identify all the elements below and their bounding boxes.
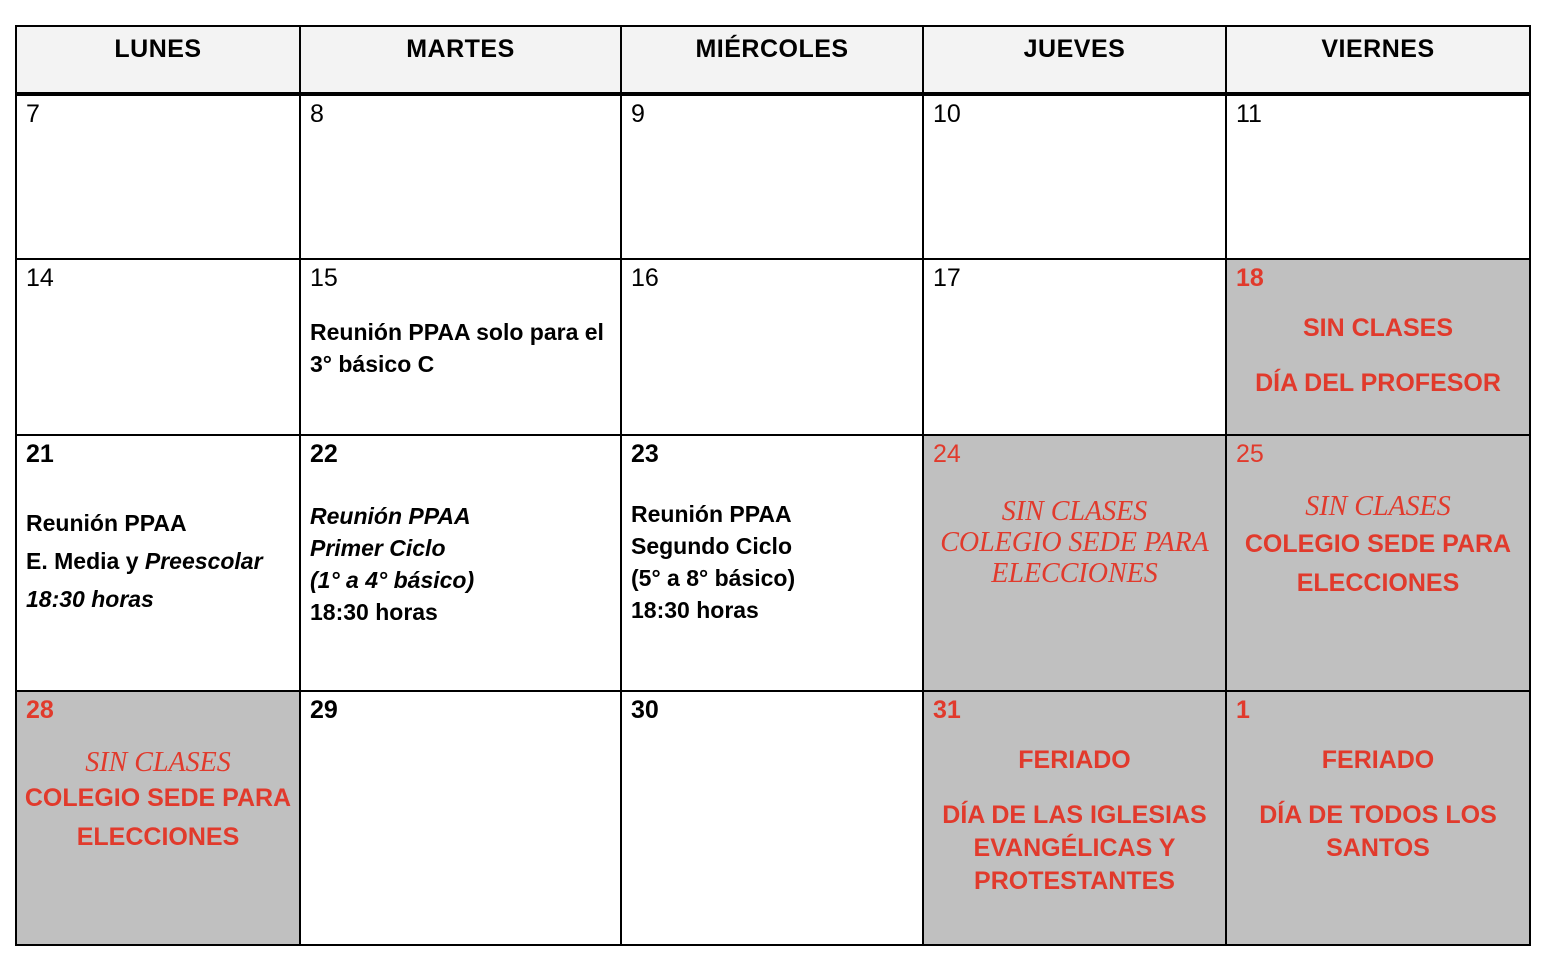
holiday-line: EVANGÉLICAS Y <box>973 834 1176 862</box>
day-cell-24-holiday <box>923 435 1226 691</box>
event-line: Reunión PPAA solo para el <box>310 319 604 345</box>
day-cell-31-holiday <box>923 691 1226 945</box>
day-cell-16 <box>621 259 923 435</box>
header-jueves: JUEVES <box>923 26 1226 94</box>
event-line: 3° básico C <box>310 351 435 377</box>
event-line: 18:30 horas <box>310 599 438 625</box>
day-number: 1 <box>1236 696 1250 724</box>
event-line: (1° a 4° básico) <box>310 567 475 593</box>
event-note <box>26 504 293 618</box>
day-number: 24 <box>933 440 961 468</box>
event-line: Reunión PPAA <box>26 510 187 536</box>
holiday-line: ELECCIONES <box>1296 569 1460 597</box>
holiday-line: COLEGIO SEDE PARA <box>940 527 1209 558</box>
day-cell-15 <box>300 259 621 435</box>
day-number: 28 <box>26 696 54 724</box>
event-line: Reunión PPAA <box>631 501 792 527</box>
event-line: 18:30 horas <box>631 597 759 623</box>
day-number: 29 <box>310 696 338 724</box>
day-number: 9 <box>631 100 645 128</box>
holiday-line: SANTOS <box>1326 834 1430 862</box>
day-number: 10 <box>933 100 961 128</box>
day-number: 23 <box>631 440 659 468</box>
holiday-line: SIN CLASES <box>1001 496 1148 527</box>
holiday-note <box>1227 314 1529 398</box>
day-cell-10 <box>923 94 1226 259</box>
day-cell-9 <box>621 94 923 259</box>
holiday-line: DÍA DE LAS IGLESIAS <box>942 801 1207 829</box>
day-cell-14 <box>16 259 300 435</box>
day-cell-11 <box>1226 94 1530 259</box>
calendar-table <box>15 25 1531 946</box>
holiday-line: ELECCIONES <box>991 558 1158 589</box>
holiday-note <box>1227 746 1529 865</box>
holiday-note <box>17 746 299 858</box>
day-cell-30 <box>621 691 923 945</box>
holiday-line: FERIADO <box>1321 746 1435 774</box>
day-number: 8 <box>310 100 324 128</box>
event-line: Segundo Ciclo <box>631 533 792 559</box>
week-row <box>16 259 1530 435</box>
day-cell-23 <box>621 435 923 691</box>
day-number: 11 <box>1236 100 1262 128</box>
day-number: 17 <box>933 264 961 292</box>
day-cell-25-holiday <box>1226 435 1530 691</box>
holiday-line: DÍA DE TODOS LOS <box>1259 801 1497 829</box>
week-row <box>16 94 1530 259</box>
event-note <box>310 316 614 380</box>
event-line: 18:30 horas <box>26 586 154 612</box>
header-miercoles: MIÉRCOLES <box>621 26 923 94</box>
day-number: 22 <box>310 440 338 468</box>
week-row <box>16 691 1530 945</box>
event-note <box>631 498 916 626</box>
event-line-part: Preescolar <box>144 548 263 574</box>
holiday-note <box>924 496 1225 589</box>
holiday-line: SIN CLASES <box>1305 491 1451 522</box>
holiday-line: COLEGIO SEDE PARA <box>24 784 292 812</box>
event-note <box>310 500 614 628</box>
day-number: 15 <box>310 264 338 292</box>
header-martes: MARTES <box>300 26 621 94</box>
weekday-header-row <box>16 26 1530 94</box>
day-number: 16 <box>631 264 659 292</box>
day-cell-18-holiday <box>1226 259 1530 435</box>
header-lunes: LUNES <box>16 26 300 94</box>
event-line: Primer Ciclo <box>310 535 446 561</box>
holiday-line: FERIADO <box>1018 746 1131 774</box>
holiday-note <box>924 746 1225 898</box>
holiday-line: COLEGIO SEDE PARA <box>1244 530 1512 558</box>
day-number: 21 <box>26 440 54 468</box>
holiday-line: DÍA DEL PROFESOR <box>1255 369 1501 397</box>
holiday-line: ELECCIONES <box>76 823 240 851</box>
day-cell-1-holiday <box>1226 691 1530 945</box>
day-cell-29 <box>300 691 621 945</box>
day-cell-17 <box>923 259 1226 435</box>
day-cell-21 <box>16 435 300 691</box>
event-line: Reunión PPAA <box>310 503 471 529</box>
holiday-note <box>1227 490 1529 602</box>
event-line-part: E. Media y <box>26 548 145 574</box>
day-cell-7 <box>16 94 300 259</box>
holiday-line: SIN CLASES <box>85 747 231 778</box>
day-number: 30 <box>631 696 659 724</box>
week-row <box>16 435 1530 691</box>
event-line <box>26 542 293 580</box>
header-viernes: VIERNES <box>1226 26 1530 94</box>
holiday-line: PROTESTANTES <box>974 867 1175 895</box>
holiday-line: SIN CLASES <box>1302 314 1454 342</box>
day-number: 31 <box>933 696 961 724</box>
day-number: 14 <box>26 264 54 292</box>
day-number: 25 <box>1236 440 1264 468</box>
event-line: (5° a 8° básico) <box>631 565 796 591</box>
day-cell-22 <box>300 435 621 691</box>
day-number: 7 <box>26 100 40 128</box>
day-number: 18 <box>1236 264 1264 292</box>
day-cell-28-holiday <box>16 691 300 945</box>
day-cell-8 <box>300 94 621 259</box>
